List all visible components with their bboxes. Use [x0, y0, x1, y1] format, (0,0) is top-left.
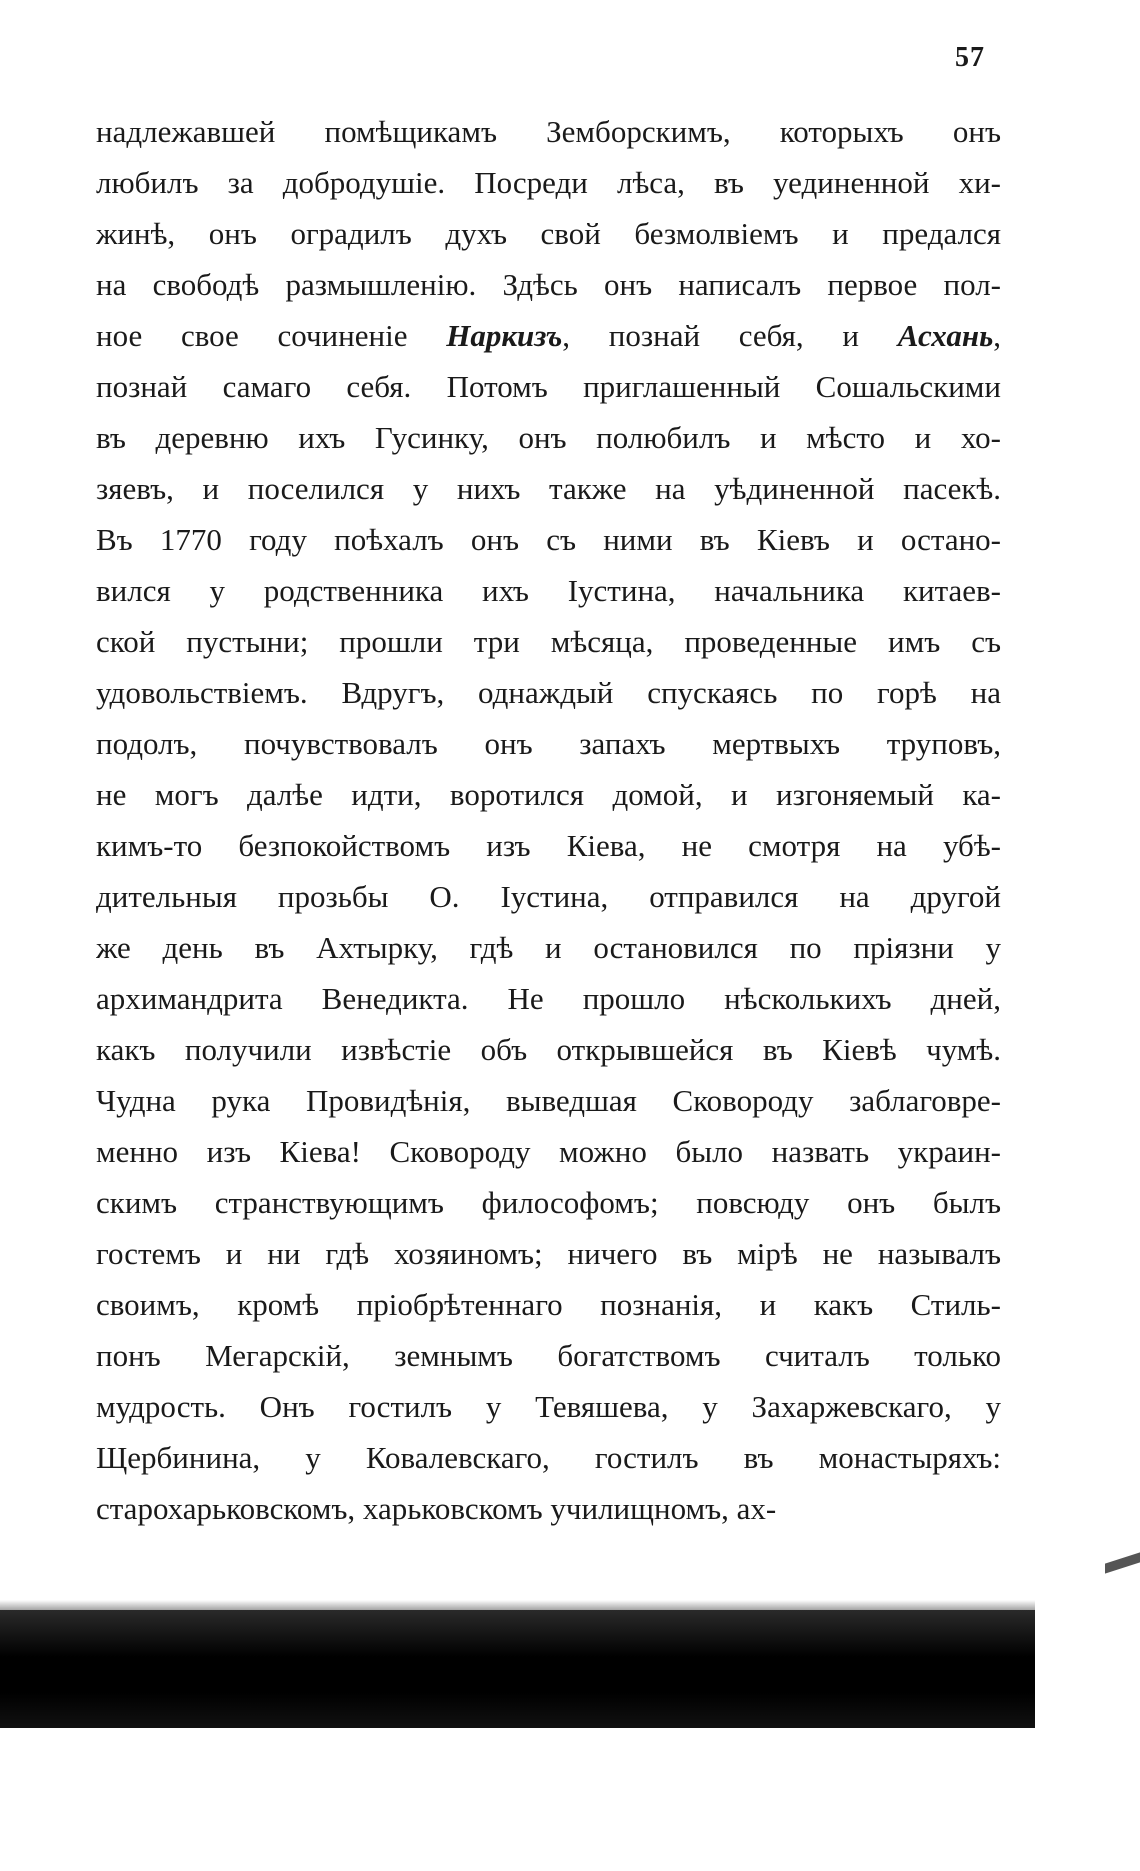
text-line-17: же день въ Ахтырку, гдѣ и остановился по пріязни у: [96, 930, 1001, 965]
text-line-15: кимъ-то безпокойствомъ изъ Кіева, не смотря на убѣ-: [96, 828, 1001, 863]
text-line-10: вился у родственника ихъ Іустина, начальника китаев-: [96, 573, 1001, 608]
text-line-13: подолъ, почувствовалъ онъ запахъ мертвыхъ труповъ,: [96, 726, 1001, 761]
page-number: 57: [955, 42, 985, 73]
text-line-7: въ деревню ихъ Гусинку, онъ полюбилъ и мѣсто и хо-: [96, 420, 1001, 455]
work-title-askhan: Асхань: [897, 318, 994, 353]
text-line-18: архимандрита Венедикта. Не прошло нѣсколькихъ дней,: [96, 981, 1001, 1016]
text-line-23: гостемъ и ни гдѣ хозяиномъ; ничего въ мірѣ не называлъ: [96, 1236, 1001, 1271]
text-line-26: мудрость. Онъ гостилъ у Тевяшева, у Захаржевскаго, у: [96, 1389, 1001, 1424]
text-line-24: своимъ, кромѣ пріобрѣтеннаго познанія, и какъ Стиль-: [96, 1287, 1001, 1322]
scan-binding-band: [0, 1610, 1035, 1728]
text-line-16: дительныя прозьбы О. Іустина, отправился на другой: [96, 879, 1001, 914]
text-line-19: какъ получили извѣстіе объ открывшейся въ Кіевѣ чумѣ.: [96, 1032, 1001, 1067]
text-line-22: скимъ странствующимъ философомъ; повсюду онъ былъ: [96, 1185, 1001, 1220]
text-line-4: на свободѣ размышленію. Здѣсь онъ написалъ первое пол-: [96, 267, 1001, 302]
text-line-5: [96, 310, 1001, 361]
text-line-14: не могъ далѣе идти, воротился домой, и изгоняемый ка-: [96, 777, 1001, 812]
text-line-9: Въ 1770 году поѣхалъ онъ съ ними въ Кіевъ и остано-: [96, 522, 1001, 557]
text-line-5-start: ное свое сочиненіе: [96, 318, 408, 353]
text-line-5-end: ,: [993, 318, 1001, 353]
text-line-5-mid: , познай себя, и: [562, 318, 860, 353]
text-line-25: понъ Мегарскій, земнымъ богатствомъ считалъ только: [96, 1338, 1001, 1373]
text-line-27: Щербинина, у Ковалевскаго, гостилъ въ монастыряхъ:: [96, 1440, 1001, 1475]
text-line-21: менно изъ Кіева! Сковороду можно было назвать украин-: [96, 1134, 1001, 1169]
text-line-20: Чудна рука Провидѣнія, выведшая Сковороду заблаговре-: [96, 1083, 1001, 1118]
text-line-3: жинѣ, онъ оградилъ духъ свой безмолвіемъ и предался: [96, 216, 1001, 251]
text-line-1: надлежавшей помѣщикамъ Земборскимъ, которыхъ онъ: [96, 114, 1001, 149]
text-line-2: любилъ за добродушіе. Посреди лѣса, въ уединенной хи-: [96, 165, 1001, 200]
work-title-narkiz: Наркизъ: [446, 318, 563, 353]
text-line-28: старохарьковскомъ, харьковскомъ училищномъ, ах-: [96, 1491, 777, 1526]
body-text: [96, 106, 1001, 1534]
text-line-12: удовольствіемъ. Вдругъ, однаждый спускаясь по горѣ на: [96, 675, 1001, 710]
text-line-8: зяевъ, и поселился у нихъ также на уѣдиненной пасекѣ.: [96, 471, 1001, 506]
text-line-11: ской пустыни; прошли три мѣсяца, проведенные имъ съ: [96, 624, 1001, 659]
text-line-6: познай самаго себя. Потомъ приглашенный Сошальскими: [96, 369, 1001, 404]
scan-edge-mark: [1105, 1552, 1140, 1573]
